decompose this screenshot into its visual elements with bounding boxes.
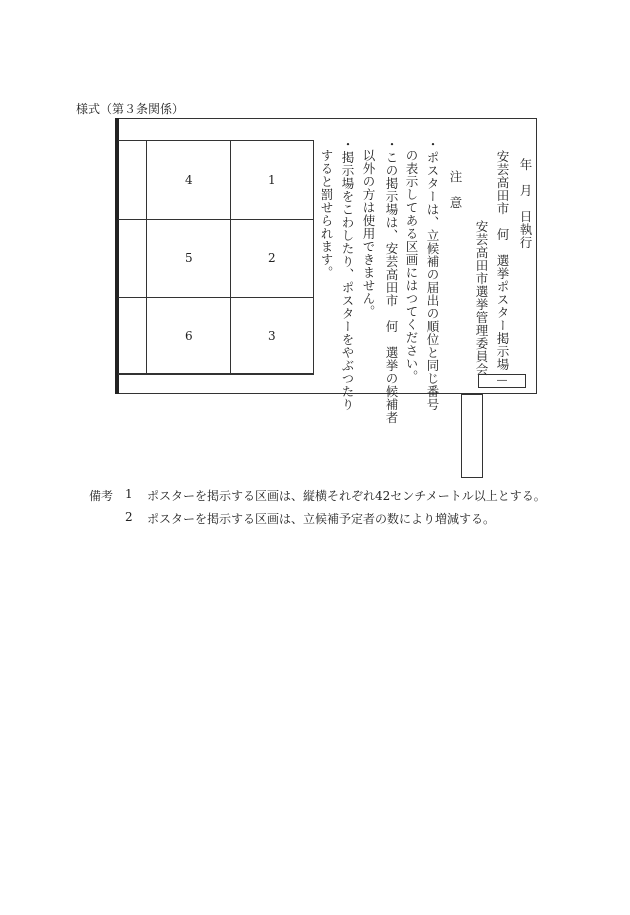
grid-margin-line	[146, 141, 147, 373]
serial-number-box: ―	[478, 374, 526, 388]
notice-line-6: すると罰せられます。	[319, 149, 334, 279]
form-label: 様式（第３条関係）	[76, 102, 185, 116]
board-date-line: 年 月 日執行	[518, 158, 533, 249]
remarks-heading: 備考	[89, 489, 114, 503]
cell-number-4: 4	[185, 173, 193, 187]
remark-1-text: ポスターを掲示する区画は、縦横それぞれ42センチメートル以上とする。	[147, 489, 546, 503]
grid-row-divider	[118, 219, 313, 220]
cell-number-3: 3	[268, 329, 276, 343]
notice-line-4: 以外の方は使用できません。	[361, 149, 376, 318]
grid-row-divider	[118, 297, 313, 298]
remark-1-number: 1	[125, 487, 133, 501]
remark-2-number: 2	[125, 510, 133, 524]
grid-bottom-bar	[118, 373, 314, 375]
cell-number-1: 1	[268, 173, 276, 187]
cell-number-6: 6	[185, 329, 193, 343]
notice-heading: 注 意	[448, 170, 463, 209]
board-title: 安芸高田市 何 選挙ポスター掲示場	[495, 150, 510, 371]
notice-line-1: ・ポスターは、立候補の届出の順位と同じ番号	[425, 138, 440, 411]
grid-column-divider	[230, 141, 231, 373]
board-committee: 安芸高田市選挙管理委員会	[474, 220, 489, 376]
notice-line-5: ・掲示場をこわしたり、ポスターをやぶつたり	[340, 138, 355, 411]
notice-line-3: ・この掲示場は、安芸高田市 何 選挙の候補者	[384, 138, 399, 424]
poster-grid	[118, 140, 314, 374]
cell-number-5: 5	[185, 251, 193, 265]
board-post	[461, 394, 483, 478]
notice-line-2: の表示してある区画にはつてください。	[404, 149, 419, 383]
remark-2-text: ポスターを掲示する区画は、立候補予定者の数により増減する。	[147, 512, 496, 526]
cell-number-2: 2	[268, 251, 276, 265]
